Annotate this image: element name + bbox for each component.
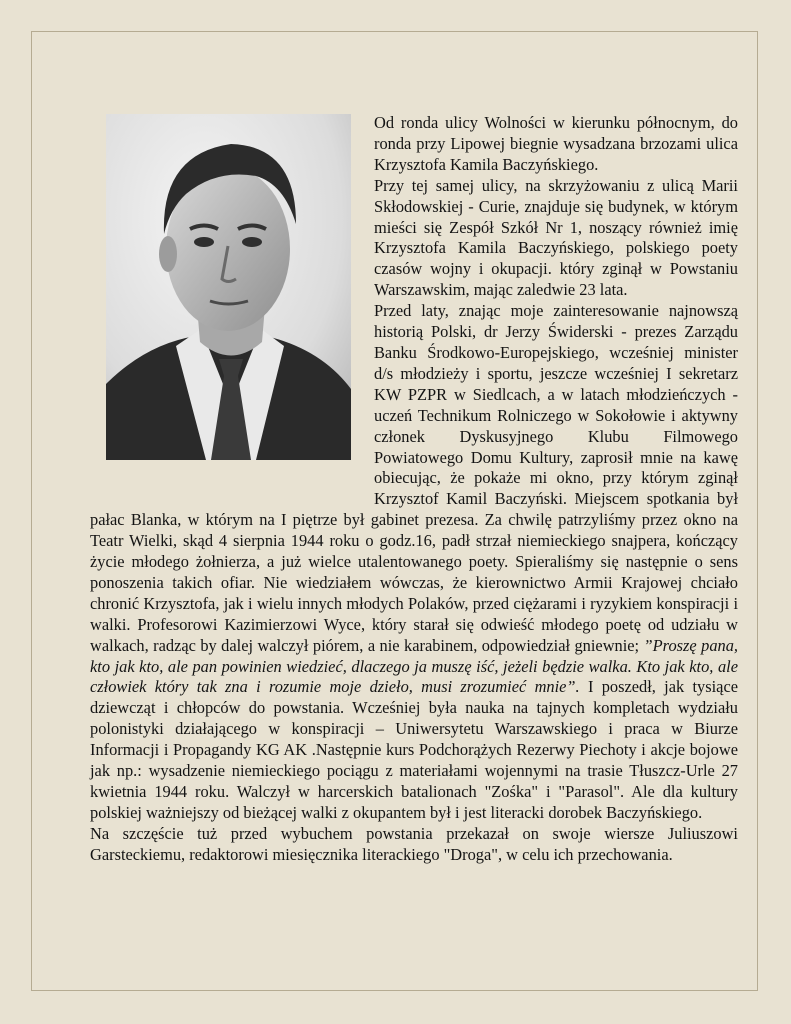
poet-quote: ”Proszę pana, kto jak kto, ale pan powinien wiedzieć, dlaczego ja muszę iść, jeżeli będzie walka. Kto jak kto, ale człowiek który tak zna i rozumie moje dzieło, musi zrozumieć mnie”. xyxy=(90,635,738,697)
paragraph-3-part-1: Przed laty, znając moje zainteresowanie najnowszą historią Polski, dr Jerzy Świderski - prezes Zarządu Banku Środkowo-Europejskiego, wcześniej minister d/s młodzieży i sportu, jeszcze wcześniej I sekretarz KW PZPR w Siedlcach, a w latach młodzieńczych - uczeń Technikum Rolniczego w Sokołowie i aktywny członek Dyskusyjnego Klubu Filmowego Powiatowego Domu Kultury, zaprosił mnie na kawę obiecując, że pokaże mi okno, przy którym zginął Krzysztof Kamil Baczyński. Miejscem spotkania był pałac Blanka, w którym na I piętrze był gabinet prezesa. Za chwilę patrzyliśmy przez okno na Teatr Wielki, skąd 4 sierpnia 1944 roku o godz.16, padł strzał niemieckiego snajpera, kończący życie młodego żołnierza, a już wielce utalentowanego poety. Spieraliśmy się następnie o sens ponoszenia takich ofiar. Nie wiedziałem wówczas, że kierownictwo Armii Krajowej chciało chronić Krzysztofa, jak i wielu innych młodych Polaków, przed ciężarami i ryzykiem konspiracji i walki. Profesorowi Kazimierzowi Wyce, który starał się odwieść młodego poetę od udziału w walkach, radząc by dalej walczył piórem, a nie karabinem, odpowiedział gniewnie; xyxy=(90,301,738,655)
article-text xyxy=(90,113,738,866)
paragraph-3-part-2: I poszedł, jak tysiące dziewcząt i chłopców do powstania. Wcześniej była nauka na tajnych kompletach wydziału polonistyki działającego w konspiracji – Uniwersytetu Warszawskiego i praca w Biurze Informacji i Propagandy KG AK .Następnie kurs Podchorążych Rezerwy Piechoty i akcje bojowe jak np.: wysadzenie niemieckiego pociągu z materiałami wojennymi na trasie Tłuszcz-Urle 27 kwietnia 1944 roku. Walczył w harcerskich batalionach "Zośka" i "Parasol". Ale dla kultury polskiej ważniejszy od bieżącej walki z okupantem był i jest literacki dorobek Baczyńskiego. xyxy=(90,677,739,822)
paragraph-1: Od ronda ulicy Wolności w kierunku północnym, do ronda przy Lipowej biegnie wysadzana brzozami ulica Krzysztofa Kamila Baczyńskiego. xyxy=(374,113,738,174)
paragraph-4: Na szczęście tuż przed wybuchem powstania przekazał on swoje wiersze Juliuszowi Garsteckiemu, redaktorowi miesięcznika literackiego "Droga", w celu ich przechowania. xyxy=(90,823,738,864)
photo-float-spacer xyxy=(90,113,374,490)
paragraph-2: Przy tej samej ulicy, na skrzyżowaniu z ulicą Marii Skłodowskiej - Curie, znajduje się budynek, w którym mieści się Zespół Szkół Nr 1, noszący również imię Krzysztofa Kamila Baczyńskiego, polskiego poety czasów wojny i okupacji. który zginął w Powstaniu Warszawskim, mając zaledwie 23 lata. xyxy=(374,175,738,300)
